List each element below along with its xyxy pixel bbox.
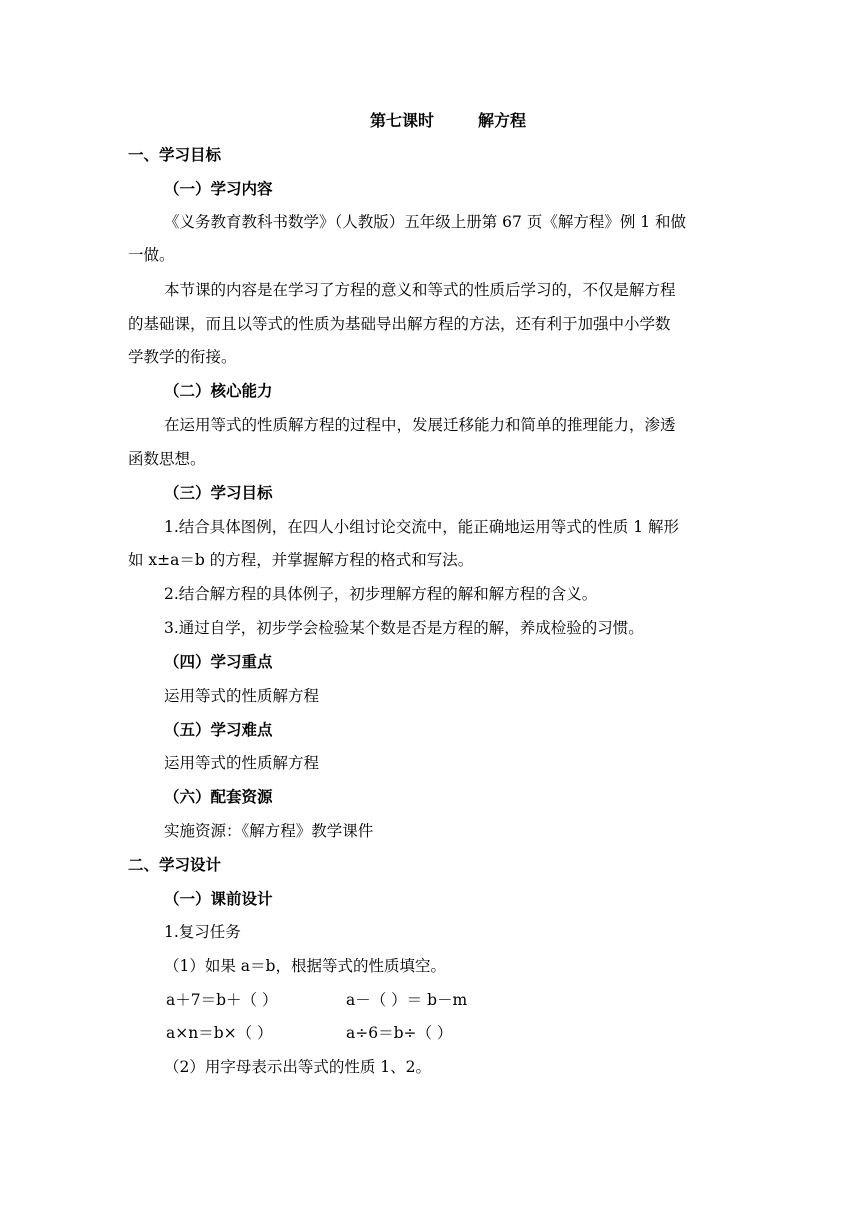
paragraph-line: 函数思想。 bbox=[128, 450, 206, 468]
equation-blank: a－（ ）＝ b－m bbox=[346, 991, 468, 1009]
equation-blank: a×n＝b×（ ） bbox=[166, 1024, 273, 1042]
paragraph-line: 在运用等式的性质解方程的过程中，发展迁移能力和简单的推理能力，渗透 bbox=[164, 416, 676, 434]
subsection-heading-objectives: （三）学习目标 bbox=[164, 483, 273, 502]
page-title bbox=[0, 111, 860, 131]
list-item: 1.结合具体图例，在四人小组讨论交流中，能正确地运用等式的性质 1 解形 bbox=[164, 518, 680, 536]
list-item: 2.结合解方程的具体例子，初步理解方程的解和解方程的含义。 bbox=[164, 585, 598, 603]
paragraph-line: 运用等式的性质解方程 bbox=[164, 687, 320, 705]
paragraph-line: 实施资源：《解方程》教学课件 bbox=[164, 822, 374, 840]
paragraph-line: 学教学的衔接。 bbox=[128, 348, 237, 366]
equation-blank: a＋7＝b＋（ ） bbox=[166, 991, 278, 1009]
subsection-heading-resources: （六）配套资源 bbox=[164, 787, 273, 806]
list-item-continuation: 如 x±a＝b 的方程，并掌握解方程的格式和写法。 bbox=[128, 551, 474, 569]
paragraph-line: 本节课的内容是在学习了方程的意义和等式的性质后学习的，不仅是解方程 bbox=[164, 281, 676, 299]
equation-blank: a÷6＝b÷（ ） bbox=[346, 1024, 453, 1042]
subsection-heading-ability: （二）核心能力 bbox=[164, 381, 273, 400]
subsection-heading-key-points: （四）学习重点 bbox=[164, 652, 273, 671]
section-heading-goals: 一、学习目标 bbox=[128, 145, 222, 164]
list-item: 1.复习任务 bbox=[164, 923, 241, 941]
subsection-heading-difficulties: （五）学习难点 bbox=[164, 720, 273, 739]
paragraph-line: 的基础课，而且以等式的性质为基础导出解方程的方法，还有利于加强中小学数 bbox=[128, 315, 671, 333]
question-line: （1）如果 a＝b，根据等式的性质填空。 bbox=[164, 957, 446, 975]
paragraph-line: 一做。 bbox=[128, 246, 175, 264]
title-lesson: 第七课时 bbox=[369, 111, 434, 130]
paragraph-line: 《义务教育教科书数学》（人教版）五年级上册第 67 页《解方程》例 1 和做 bbox=[164, 213, 687, 231]
subsection-heading-content: （一）学习内容 bbox=[164, 179, 273, 198]
list-item: 3.通过自学，初步学会检验某个数是否是方程的解，养成检验的习惯。 bbox=[164, 619, 644, 637]
paragraph-line: 运用等式的性质解方程 bbox=[164, 754, 320, 772]
question-line: （2）用字母表示出等式的性质 1、2。 bbox=[164, 1058, 432, 1076]
title-topic: 解方程 bbox=[478, 111, 527, 130]
section-heading-design: 二、学习设计 bbox=[128, 855, 222, 874]
subsection-heading-preclass: （一）课前设计 bbox=[164, 889, 273, 908]
